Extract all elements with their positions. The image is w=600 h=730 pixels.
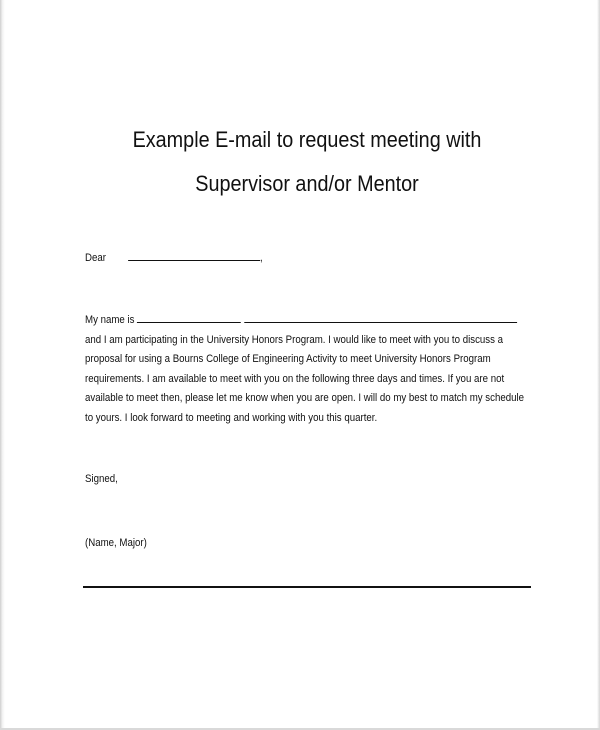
body-line-5: to yours. I look forward to meeting and working with you this quarter. <box>85 411 378 424</box>
name-blank <box>137 311 241 323</box>
title-line-2: Supervisor and/or Mentor <box>195 171 419 196</box>
intro-text: My name is <box>85 314 135 326</box>
signature-rule <box>83 586 531 588</box>
letter-body <box>85 311 524 428</box>
salutation-line <box>85 249 263 264</box>
intro-line <box>85 311 524 331</box>
program-blank <box>245 311 518 323</box>
closing: Signed, <box>85 473 118 485</box>
recipient-name-blank <box>128 249 260 261</box>
body-line-4: available to meet then, please let me know when you are open. I will do my best to match my schedule <box>85 392 525 404</box>
salutation-comma: , <box>260 252 263 264</box>
body-line-2: proposal for using a Bourns College of Engineering Activity to meet University Honors Program <box>85 353 491 365</box>
document-title <box>31 118 584 206</box>
body-line-1: and I am participating in the University Honors Program. I would like to meet with you to discuss a <box>85 333 504 346</box>
body-line-3: requirements. I am available to meet with you on the following three days and times. If you are not <box>85 372 505 385</box>
title-line-1: Example E-mail to request meeting with <box>132 127 482 152</box>
signature-placeholder: (Name, Major) <box>85 537 147 549</box>
salutation: Dear <box>85 252 106 264</box>
page-left-edge <box>0 0 5 730</box>
